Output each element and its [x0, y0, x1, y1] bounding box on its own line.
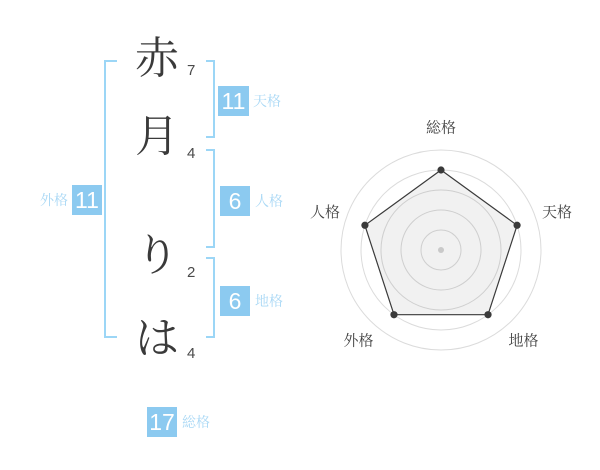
radar-center-dot [438, 247, 444, 253]
chikaku-value-badge: 6 [220, 286, 250, 316]
gaikaku-label: 外格 [40, 192, 68, 208]
stroke-count-2: 4 [187, 145, 196, 162]
radar-axis-label: 人格 [309, 203, 341, 221]
radar-data-point [361, 222, 368, 229]
chikaku-label: 地格 [255, 293, 283, 309]
radar-axis-label: 総格 [425, 119, 457, 137]
radar-axis-label: 天格 [541, 203, 573, 221]
name-character-2: 月 [135, 112, 179, 161]
jinkaku-value-badge: 6 [220, 186, 250, 216]
jinkaku-label: 人格 [255, 193, 283, 209]
radar-axis-label: 地格 [508, 332, 539, 350]
radar-axis-label: 外格 [343, 332, 374, 350]
radar-data-point [484, 311, 491, 318]
tenkaku-label: 天格 [253, 93, 281, 109]
stroke-count-3: 2 [187, 264, 196, 281]
radar-data-point [513, 222, 520, 229]
radar-chart [291, 100, 591, 400]
gaikaku-bracket [104, 60, 117, 338]
tenkaku-value-badge: 11 [218, 86, 249, 116]
soukaku-value-badge: 17 [147, 407, 177, 437]
chikaku-bracket [206, 257, 215, 338]
stroke-count-1: 7 [187, 62, 196, 79]
name-character-1: 赤 [135, 34, 179, 83]
soukaku-label: 総格 [182, 414, 210, 430]
radar-data-point [437, 166, 444, 173]
name-character-4: は [135, 314, 179, 363]
radar-data-point [390, 311, 397, 318]
jinkaku-bracket [206, 149, 215, 248]
name-character-3: り [135, 231, 179, 280]
tenkaku-bracket [206, 60, 215, 138]
stroke-count-4: 4 [187, 345, 196, 362]
gaikaku-value-badge: 11 [72, 185, 102, 215]
radar-data-polygon [365, 170, 517, 315]
